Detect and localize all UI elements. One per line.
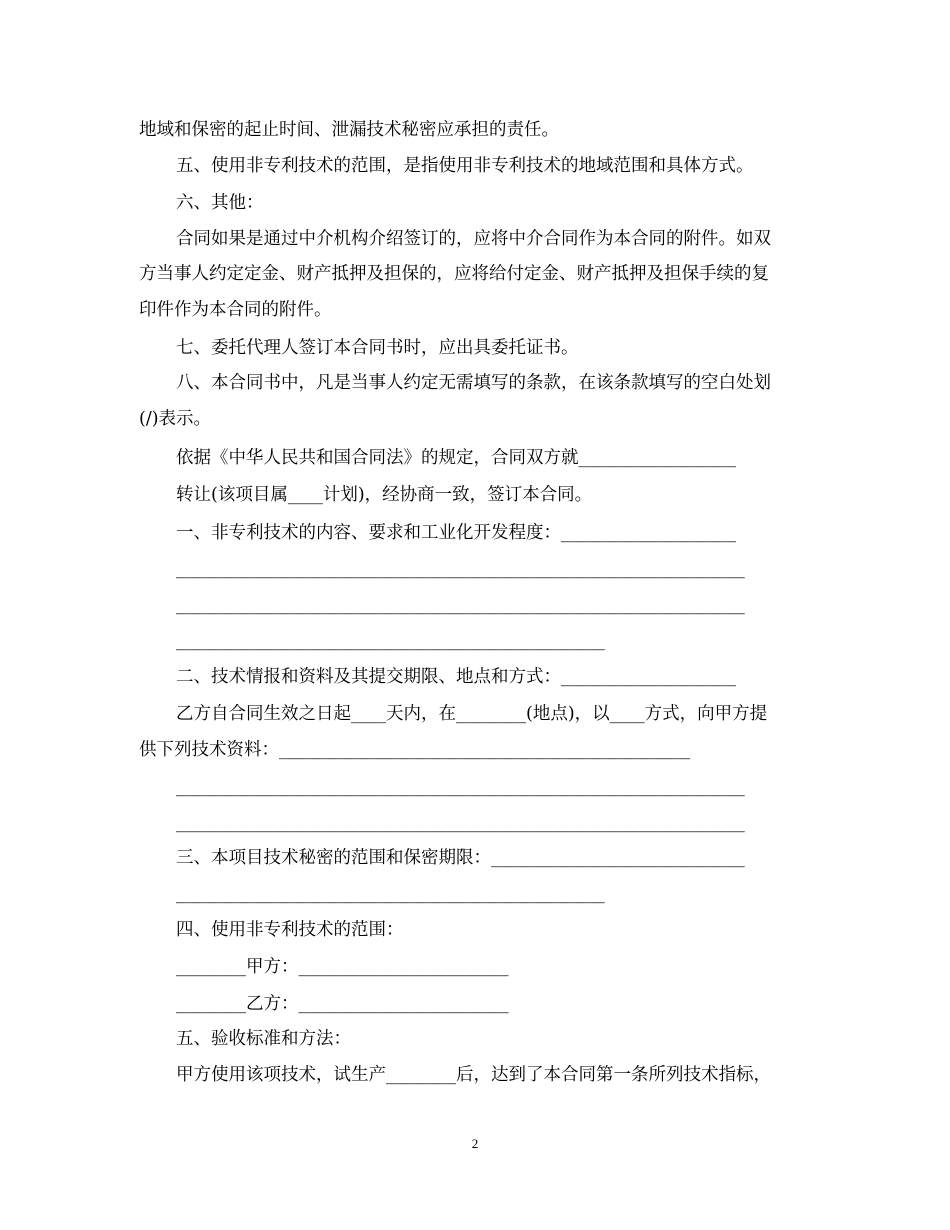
text-line: 一、非专利技术的内容、要求和工业化开发程度：____________________ <box>176 523 736 543</box>
blank-line: _________________________________________________________________ <box>176 813 745 833</box>
blank-line: _________________________________________________________________ <box>176 559 745 579</box>
text-line: 二、技术情报和资料及其提交期限、地点和方式：____________________ <box>176 667 736 687</box>
text-line: 印件作为本合同的附件。 <box>139 300 332 320</box>
text-line: 甲方使用该项技术，试生产________后，达到了本合同第一条所列技术指标， <box>176 1065 771 1085</box>
text-line: ________甲方：________________________ <box>176 957 509 977</box>
text-line: 乙方自合同生效之日起____天内，在________(地点)，以____方式，向甲方提 <box>176 704 768 724</box>
text-line: 转让(该项目属____计划)，经协商一致，签订本合同。 <box>176 485 593 505</box>
blank-line: _________________________________________________________________ <box>176 777 745 797</box>
text-line: 六、其他： <box>176 193 264 213</box>
text-line: 方当事人约定定金、财产抵押及担保的，应将给付定金、财产抵押及担保手续的复 <box>139 264 769 284</box>
text-line: 五、使用非专利技术的范围，是指使用非专利技术的地域范围和具体方式。 <box>176 156 754 176</box>
text-line: 合同如果是通过中介机构介绍签订的，应将中介合同作为本合同的附件。如双 <box>176 229 771 249</box>
text-line: 七、委托代理人签订本合同书时，应出具委托证书。 <box>176 338 579 358</box>
text-line: ________乙方：________________________ <box>176 994 509 1014</box>
blank-line: _________________________________________________________________ <box>176 595 745 615</box>
text-line: 五、验收标准和方法： <box>176 1029 351 1049</box>
page-number: 2 <box>471 1136 479 1151</box>
text-line: 八、本合同书中，凡是当事人约定无需填写的条款，在该条款填写的空白处划 <box>176 373 771 393</box>
text-line: 地域和保密的起止时间、泄漏技术秘密应承担的责任。 <box>139 120 559 140</box>
text-line: 供下列技术资料：_______________________________________________ <box>139 740 691 760</box>
blank-line: _________________________________________________ <box>176 631 605 651</box>
text-line: 依据《中华人民共和国合同法》的规定，合同双方就__________________ <box>176 448 736 468</box>
text-line: 四、使用非专利技术的范围： <box>176 920 404 940</box>
blank-line: _________________________________________________ <box>176 884 605 904</box>
text-line: 三、本项目技术秘密的范围和保密期限：_____________________________ <box>176 848 745 868</box>
text-line: (/)表示。 <box>139 409 212 429</box>
